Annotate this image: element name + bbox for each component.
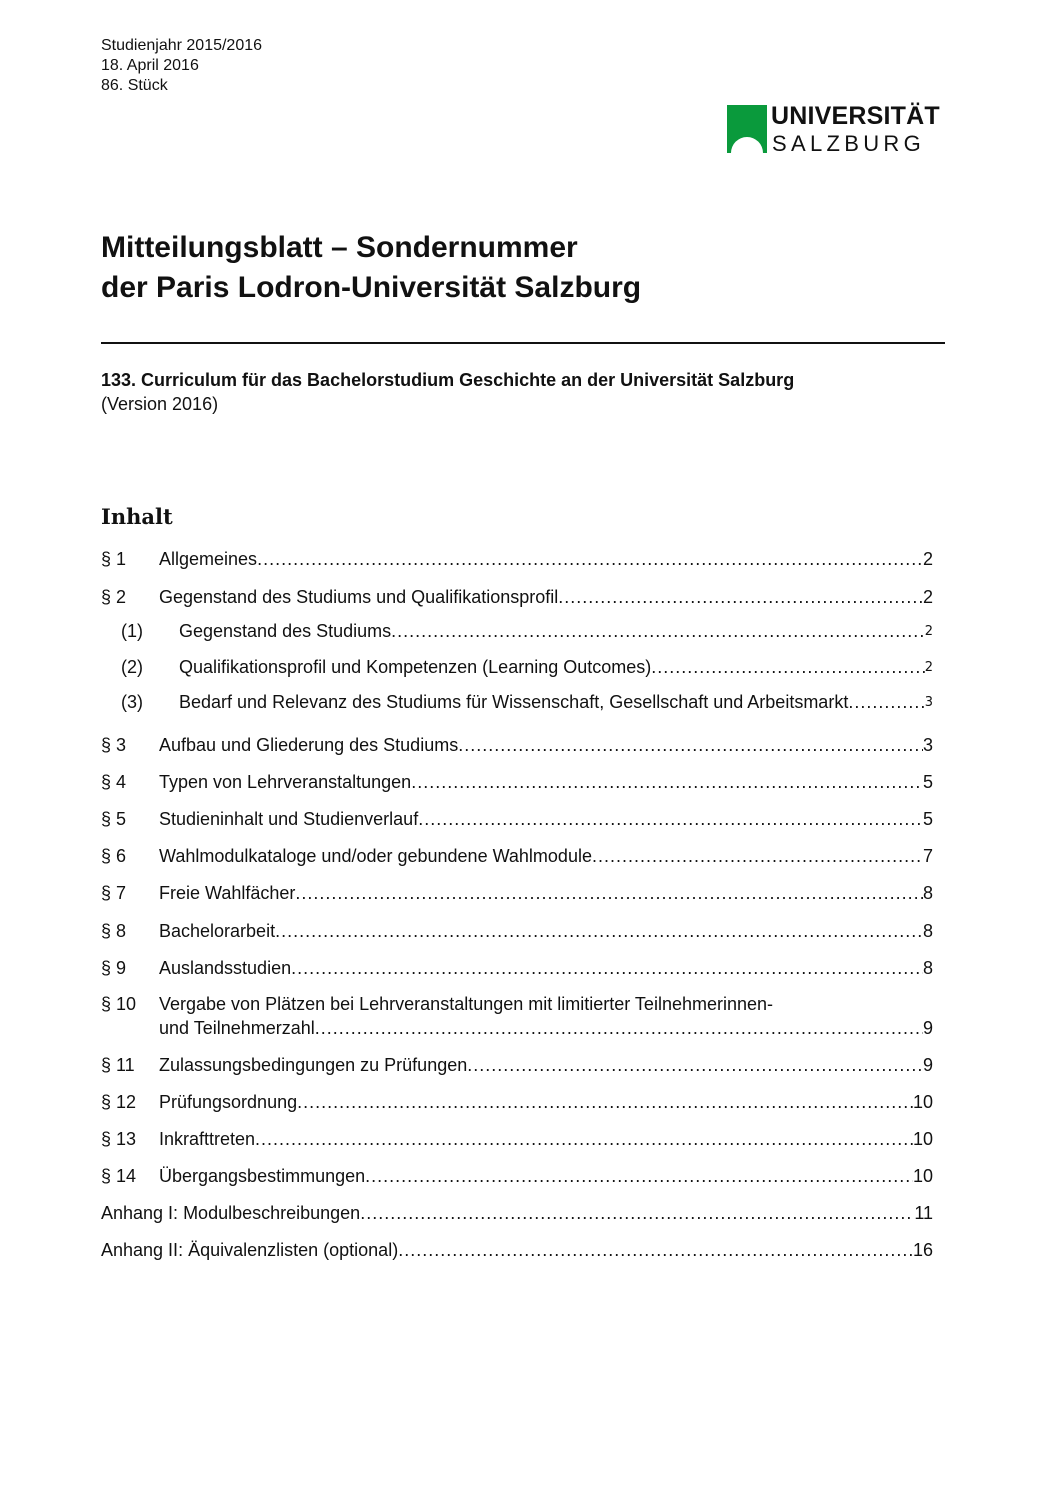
- issue-date: 18. April 2016: [101, 57, 199, 74]
- toc-entry-label: Aufbau und Gliederung des Studiums: [159, 735, 459, 755]
- toc-leader: [458, 735, 923, 756]
- toc-entry-page: 3: [922, 735, 933, 755]
- toc-leader: [651, 657, 924, 678]
- logo-mark-icon: [727, 105, 767, 153]
- toc-entry-page: 2: [922, 587, 933, 607]
- toc-entry[interactable]: [101, 1129, 933, 1153]
- toc-entry-label: Anhang II: Äquivalenzlisten (optional): [101, 1240, 399, 1260]
- toc-entry-page: 10: [912, 1092, 933, 1112]
- toc-entry-page: 9: [922, 1055, 933, 1075]
- toc-entry[interactable]: [101, 1166, 933, 1190]
- toc-entry-page: 2: [924, 624, 933, 639]
- toc-entry-label-line-1: Vergabe von Plätzen bei Lehrveranstaltungen mit limitierter Teilnehmerinnen-: [159, 994, 774, 1014]
- toc-entry[interactable]: [101, 883, 933, 907]
- toc-entry-label: Zulassungsbedingungen zu Prüfungen: [159, 1055, 468, 1075]
- title-line-1: Mitteilungsblatt – Sondernummer: [101, 231, 578, 264]
- toc-entry-label: Auslandsstudien: [159, 958, 292, 978]
- toc-entry[interactable]: [101, 958, 933, 982]
- curriculum-title: 133. Curriculum für das Bachelorstudium Geschichte an der Universität Salzburg: [101, 370, 795, 390]
- toc-entry-page: 8: [922, 921, 933, 941]
- toc-appendix-entry[interactable]: [101, 1240, 933, 1264]
- toc-entry[interactable]: [101, 735, 933, 759]
- toc-entry[interactable]: [101, 772, 933, 796]
- toc-entry-page: 10: [912, 1166, 933, 1186]
- university-logo: [727, 102, 940, 156]
- toc-entry-page: 3: [924, 695, 933, 710]
- toc-leader: [391, 621, 925, 642]
- toc-leader: [398, 1240, 913, 1261]
- toc-entry-page: 2: [924, 660, 933, 675]
- toc-heading: Inhalt: [101, 504, 173, 529]
- toc-entry-label: Gegenstand des Studiums und Qualifikationsprofil: [159, 587, 559, 607]
- toc-entry-page: 7: [922, 846, 933, 866]
- toc-leader: [291, 958, 923, 979]
- toc-leader: [255, 1129, 913, 1150]
- toc-entry[interactable]: [101, 1055, 933, 1079]
- toc-entry-label: Bedarf und Relevanz des Studiums für Wissenschaft, Gesellschaft und Arbeitsmarkt: [179, 692, 849, 712]
- toc-entry-number: § 7: [101, 883, 127, 903]
- toc-entry-number: § 8: [101, 921, 127, 941]
- toc-entry[interactable]: [101, 921, 933, 945]
- toc-leader: [315, 1018, 923, 1039]
- toc-entry-number: § 12: [101, 1092, 137, 1112]
- title-divider: [101, 342, 945, 344]
- toc-subentry[interactable]: [101, 692, 933, 716]
- toc-entry-number: (1): [121, 621, 143, 641]
- toc-entry-label: Anhang I: Modulbeschreibungen: [101, 1203, 361, 1223]
- toc-leader: [295, 883, 923, 904]
- toc-entry[interactable]: [101, 994, 933, 1042]
- toc-entry-number: (3): [121, 692, 143, 712]
- toc-entry[interactable]: [101, 549, 933, 573]
- toc-entry-label: Wahlmodulkataloge und/oder gebundene Wahlmodule: [159, 846, 592, 866]
- toc-entry-label: Studieninhalt und Studienverlauf: [159, 809, 419, 829]
- issue-number: 86. Stück: [101, 77, 168, 94]
- toc-entry[interactable]: [101, 1092, 933, 1116]
- toc-entry-number: § 5: [101, 809, 127, 829]
- toc-entry-number: § 3: [101, 735, 127, 755]
- toc-entry-page: 5: [922, 809, 933, 829]
- toc-entry-number: § 13: [101, 1129, 137, 1149]
- toc-entry-page: 9: [922, 1018, 933, 1038]
- toc-leader: [592, 846, 923, 867]
- logo-text-universitaet: UNIVERSITÄT: [771, 102, 940, 130]
- toc-entry-number: § 10: [101, 994, 137, 1014]
- toc-entry-number: § 6: [101, 846, 127, 866]
- toc-entry-page: 10: [912, 1129, 933, 1149]
- toc-leader: [848, 692, 924, 713]
- toc-leader: [297, 1092, 913, 1113]
- toc-entry-number: (2): [121, 657, 143, 677]
- toc-entry-page: 8: [922, 883, 933, 903]
- study-year: Studienjahr 2015/2016: [101, 37, 263, 54]
- toc-entry-page: 8: [922, 958, 933, 978]
- toc-leader: [467, 1055, 923, 1076]
- toc-entry[interactable]: [101, 809, 933, 833]
- toc-leader: [418, 809, 923, 830]
- header-meta: [101, 36, 262, 96]
- toc-appendix-entry[interactable]: [101, 1203, 933, 1227]
- toc-entry-label: Qualifikationsprofil und Kompetenzen (Learning Outcomes): [179, 657, 652, 677]
- toc-entry-label: Übergangsbestimmungen: [159, 1166, 366, 1186]
- toc-entry-label: Bachelorarbeit: [159, 921, 276, 941]
- logo-text-salzburg: SALZBURG: [772, 131, 925, 156]
- toc-entry-label: Allgemeines: [159, 549, 258, 569]
- toc-entry-page: 16: [912, 1240, 933, 1260]
- toc-leader: [275, 921, 923, 942]
- toc-subentry[interactable]: [101, 621, 933, 645]
- toc-leader: [411, 772, 923, 793]
- toc-entry-label: Prüfungsordnung: [159, 1092, 298, 1112]
- toc-entry-number: § 9: [101, 958, 127, 978]
- toc-leader: [257, 549, 923, 570]
- toc-entry-label: Typen von Lehrveranstaltungen: [159, 772, 412, 792]
- toc-entry[interactable]: [101, 587, 933, 611]
- title-line-2: der Paris Lodron-Universität Salzburg: [101, 271, 642, 304]
- toc-leader: [558, 587, 923, 608]
- toc-entry-label: Gegenstand des Studiums: [179, 621, 392, 641]
- toc-entry-label-line-2: und Teilnehmerzahl: [159, 1018, 315, 1038]
- toc-subentry[interactable]: [101, 657, 933, 681]
- curriculum-version: (Version 2016): [101, 394, 219, 414]
- page-title: [101, 228, 641, 308]
- toc-entry-page: 5: [922, 772, 933, 792]
- toc-entry-number: § 2: [101, 587, 127, 607]
- toc-entry-label: Freie Wahlfächer: [159, 883, 296, 903]
- toc-entry[interactable]: [101, 846, 933, 870]
- toc-entry-page: 11: [914, 1203, 933, 1223]
- toc-leader: [360, 1203, 914, 1224]
- toc-entry-label: Inkrafttreten: [159, 1129, 256, 1149]
- toc-entry-number: § 1: [101, 549, 127, 569]
- toc-leader: [365, 1166, 913, 1187]
- toc-entry-number: § 11: [101, 1055, 135, 1075]
- toc-entry-number: § 14: [101, 1166, 137, 1186]
- toc-entry-number: § 4: [101, 772, 127, 792]
- toc-entry-page: 2: [922, 549, 933, 569]
